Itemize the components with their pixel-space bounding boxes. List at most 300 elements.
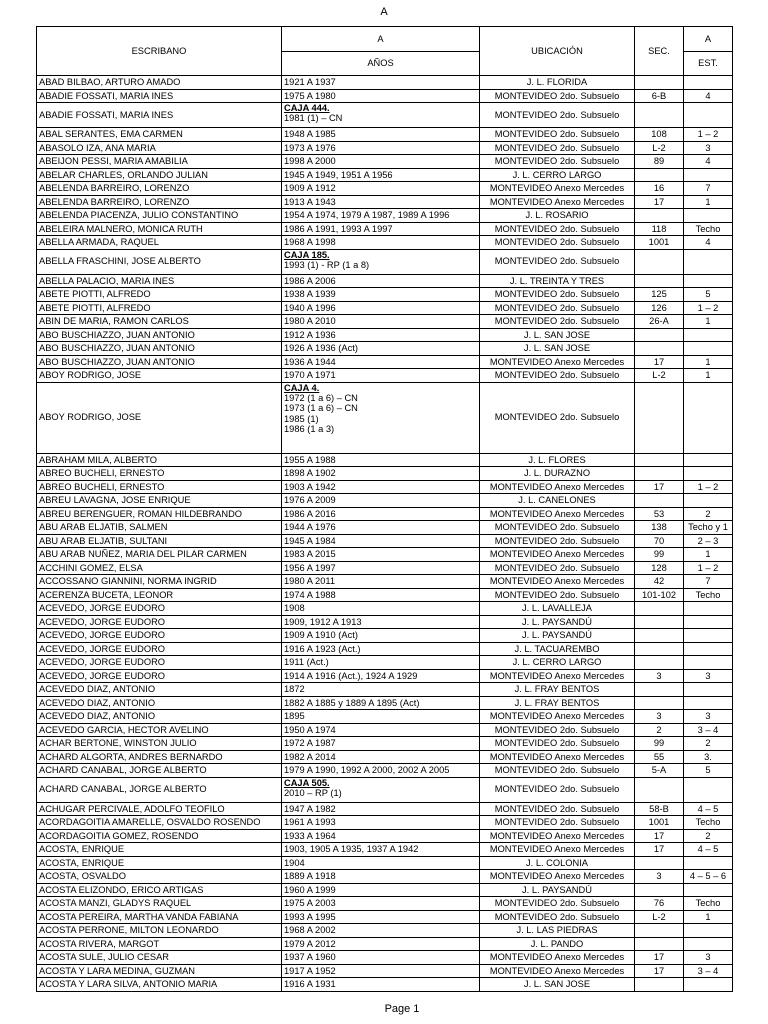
- table-row: [37, 274, 733, 288]
- header-sec: SEC.: [635, 27, 684, 76]
- est-cell: [684, 924, 733, 938]
- ubicacion-cell: MONTEVIDEO Anexo Mercedes: [480, 669, 635, 683]
- ubicacion-cell: J. L. TACUAREMBO: [480, 642, 635, 656]
- anios-line: 1921 A 1937: [284, 77, 336, 87]
- table-row: [37, 155, 733, 169]
- anios-cell: [282, 128, 480, 142]
- anios-line: 1938 A 1939: [284, 289, 336, 299]
- est-cell: Techo: [684, 897, 733, 911]
- ubicacion-cell: MONTEVIDEO 2do. Subsuelo: [480, 315, 635, 329]
- table-row: [37, 328, 733, 342]
- table-row: [37, 978, 733, 992]
- header-row-letters: [37, 27, 733, 52]
- ubicacion-cell: J. L. PANDO: [480, 937, 635, 951]
- anios-line: 1960 A 1999: [284, 884, 336, 895]
- escribano-cell: ACOSTA Y LARA SILVA, ANTONIO MARIA: [37, 978, 282, 992]
- ubicacion-cell: MONTEVIDEO 2do. Subsuelo: [480, 588, 635, 602]
- escribano-cell: ACEVEDO, JORGE EUDORO: [37, 615, 282, 629]
- anios-line: 1882 A 1885 y 1889 A 1895 (Act): [284, 697, 420, 708]
- sec-cell: 70: [635, 534, 684, 548]
- est-cell: [684, 453, 733, 467]
- ubicacion-cell: MONTEVIDEO Anexo Mercedes: [480, 575, 635, 589]
- sec-cell: 26-A: [635, 315, 684, 329]
- ubicacion-cell: MONTEVIDEO Anexo Mercedes: [480, 710, 635, 724]
- anios-line: 1937 A 1960: [284, 952, 336, 962]
- ubicacion-cell: MONTEVIDEO 2do. Subsuelo: [480, 369, 635, 383]
- table-row: [37, 750, 733, 764]
- sec-cell: 76: [635, 897, 684, 911]
- escribano-cell: ABAD BILBAO, ARTURO AMADO: [37, 76, 282, 90]
- ubicacion-cell: MONTEVIDEO Anexo Mercedes: [480, 195, 635, 209]
- table-row: [37, 575, 733, 589]
- est-cell: [684, 342, 733, 356]
- anios-cell: [282, 76, 480, 90]
- est-cell: [684, 209, 733, 223]
- table-row: [37, 494, 733, 508]
- table-row: [37, 696, 733, 710]
- anios-line: 1961 A 1993: [284, 817, 336, 827]
- table-row: [37, 534, 733, 548]
- est-cell: Techo: [684, 222, 733, 236]
- anios-line: 1976 A 2009: [284, 495, 336, 505]
- anios-cell: [282, 168, 480, 182]
- escribano-cell: ABELENDA BARREIRO, LORENZO: [37, 195, 282, 209]
- anios-line: 1974 A 1988: [284, 589, 336, 600]
- table-row: [37, 141, 733, 155]
- sec-cell: [635, 629, 684, 643]
- est-cell: [684, 328, 733, 342]
- table-row: [37, 629, 733, 643]
- ubicacion-cell: MONTEVIDEO 2do. Subsuelo: [480, 249, 635, 274]
- table-row: [37, 723, 733, 737]
- sec-cell: [635, 382, 684, 453]
- escribano-cell: ABO BUSCHIAZZO, JUAN ANTONIO: [37, 342, 282, 356]
- table-row: [37, 301, 733, 315]
- table-row: [37, 382, 733, 453]
- est-cell: 3: [684, 710, 733, 724]
- ubicacion-cell: MONTEVIDEO 2do. Subsuelo: [480, 222, 635, 236]
- table-row: [37, 910, 733, 924]
- anios-line: 1948 A 1985: [284, 129, 336, 139]
- table-row: [37, 843, 733, 857]
- anios-cell: [282, 723, 480, 737]
- anios-cell: [282, 802, 480, 816]
- ubicacion-cell: MONTEVIDEO Anexo Mercedes: [480, 182, 635, 196]
- anios-cell: [282, 103, 480, 128]
- table-row: [37, 737, 733, 751]
- escribano-cell: ACOSTA PERRONE, MILTON LEONARDO: [37, 924, 282, 938]
- anios-cell: [282, 951, 480, 965]
- est-cell: 1: [684, 195, 733, 209]
- anios-cell: [282, 629, 480, 643]
- anios-line: 1916 A 1931: [284, 979, 336, 989]
- est-cell: 3.: [684, 750, 733, 764]
- escribano-cell: ACOSTA Y LARA MEDINA, GUZMAN: [37, 964, 282, 978]
- est-cell: [684, 883, 733, 897]
- escribano-cell: ACHARD CANABAL, JORGE ALBERTO: [37, 764, 282, 778]
- est-cell: 3: [684, 141, 733, 155]
- ubicacion-cell: MONTEVIDEO 2do. Subsuelo: [480, 897, 635, 911]
- sec-cell: 1001: [635, 816, 684, 830]
- est-cell: [684, 168, 733, 182]
- est-cell: 2: [684, 737, 733, 751]
- anios-line: 1980 A 2010: [284, 316, 336, 326]
- anios-line: 2010 – RP (1): [284, 787, 342, 798]
- anios-cell: [282, 669, 480, 683]
- est-cell: 2 – 3: [684, 534, 733, 548]
- ubicacion-cell: J. L. FLORIDA: [480, 76, 635, 90]
- anios-cell: [282, 494, 480, 508]
- anios-line: 1933 A 1964: [284, 830, 336, 841]
- ubicacion-cell: MONTEVIDEO Anexo Mercedes: [480, 870, 635, 884]
- anios-cell: [282, 856, 480, 870]
- sec-cell: [635, 656, 684, 670]
- page-letter: A: [380, 6, 388, 18]
- ubicacion-cell: J. L. FRAY BENTOS: [480, 683, 635, 697]
- est-cell: Techo: [684, 588, 733, 602]
- table-row: [37, 777, 733, 802]
- est-cell: 1 – 2: [684, 561, 733, 575]
- sec-cell: 89: [635, 155, 684, 169]
- escribano-cell: ABREU BERENGUER, ROMAN HILDEBRANDO: [37, 507, 282, 521]
- ubicacion-cell: MONTEVIDEO 2do. Subsuelo: [480, 301, 635, 315]
- ubicacion-cell: MONTEVIDEO 2do. Subsuelo: [480, 534, 635, 548]
- est-cell: 4 – 5: [684, 802, 733, 816]
- sec-cell: [635, 642, 684, 656]
- sec-cell: [635, 467, 684, 481]
- escribano-cell: ABEIJON PESSI, MARIA AMABILIA: [37, 155, 282, 169]
- anios-cell: [282, 453, 480, 467]
- anios-line: 1968 A 1998: [284, 237, 336, 247]
- table-row: [37, 924, 733, 938]
- table-row: [37, 315, 733, 329]
- sec-cell: [635, 103, 684, 128]
- anios-cell: [282, 209, 480, 223]
- header-est: EST.: [684, 51, 733, 76]
- escribano-cell: ACHARD CANABAL, JORGE ALBERTO: [37, 777, 282, 802]
- sec-cell: 118: [635, 222, 684, 236]
- anios-cell: [282, 548, 480, 562]
- anios-cell: [282, 236, 480, 250]
- escribano-cell: ACEVEDO, JORGE EUDORO: [37, 629, 282, 643]
- est-cell: [684, 274, 733, 288]
- table-row: [37, 369, 733, 383]
- anios-line: 1912 A 1936: [284, 329, 336, 340]
- escribano-cell: ABETE PIOTTI, ALFREDO: [37, 301, 282, 315]
- table-row: [37, 683, 733, 697]
- anios-line: 1908: [284, 603, 305, 613]
- anios-line: 1986 A 1991, 1993 A 1997: [284, 223, 393, 234]
- escribano-cell: ABELLA ARMADA, RAQUEL: [37, 236, 282, 250]
- sec-cell: 17: [635, 843, 684, 857]
- est-cell: 4: [684, 236, 733, 250]
- anios-line: 1972 (1 a 6) – CN: [284, 392, 358, 403]
- table-row: [37, 236, 733, 250]
- ubicacion-cell: MONTEVIDEO 2do. Subsuelo: [480, 910, 635, 924]
- est-cell: 4 – 5 – 6: [684, 870, 733, 884]
- anios-cell: [282, 924, 480, 938]
- anios-cell: [282, 575, 480, 589]
- sec-cell: 17: [635, 195, 684, 209]
- escribano-cell: ACOSTA, ENRIQUE: [37, 856, 282, 870]
- escribano-cell: ACOSTA PEREIRA, MARTHA VANDA FABIANA: [37, 910, 282, 924]
- caja-label: CAJA 505.: [284, 777, 330, 788]
- anios-cell: [282, 301, 480, 315]
- est-cell: [684, 249, 733, 274]
- table-row: [37, 870, 733, 884]
- sec-cell: [635, 342, 684, 356]
- table-row: [37, 342, 733, 356]
- table-row: [37, 561, 733, 575]
- table-row: [37, 209, 733, 223]
- sec-cell: 99: [635, 737, 684, 751]
- caja-label: CAJA 4.: [284, 382, 320, 393]
- anios-cell: [282, 467, 480, 481]
- anios-line: 1973 (1 a 6) – CN: [284, 403, 358, 413]
- table-row: [37, 103, 733, 128]
- sec-cell: [635, 696, 684, 710]
- sec-cell: 3: [635, 710, 684, 724]
- sec-cell: 1001: [635, 236, 684, 250]
- caja-label: CAJA 444.: [284, 103, 330, 113]
- anios-cell: [282, 602, 480, 616]
- anios-cell: [282, 342, 480, 356]
- table-row: [37, 588, 733, 602]
- table-row: [37, 467, 733, 481]
- table-row: [37, 249, 733, 274]
- sec-cell: 101-102: [635, 588, 684, 602]
- anios-cell: [282, 737, 480, 751]
- anios-cell: [282, 750, 480, 764]
- escribano-cell: ABU ARAB NUÑEZ, MARIA DEL PILAR CARMEN: [37, 548, 282, 562]
- anios-cell: [282, 897, 480, 911]
- table-row: [37, 710, 733, 724]
- est-cell: 4: [684, 89, 733, 103]
- anios-cell: [282, 937, 480, 951]
- escribano-cell: ABO BUSCHIAZZO, JUAN ANTONIO: [37, 328, 282, 342]
- anios-line: 1983 A 2015: [284, 549, 336, 559]
- table-row: [37, 937, 733, 951]
- escribano-cell: ABREO BUCHELI, ERNESTO: [37, 467, 282, 481]
- ubicacion-cell: MONTEVIDEO Anexo Mercedes: [480, 480, 635, 494]
- escribano-cell: ACCOSSANO GIANNINI, NORMA INGRID: [37, 575, 282, 589]
- anios-line: 1904: [284, 857, 305, 868]
- table-row: [37, 883, 733, 897]
- escribano-cell: ACHARD ALGORTA, ANDRES BERNARDO: [37, 750, 282, 764]
- table-row: [37, 656, 733, 670]
- escribano-cell: ABU ARAB ELJATIB, SALMEN: [37, 521, 282, 535]
- ubicacion-cell: J. L. COLONIA: [480, 856, 635, 870]
- ubicacion-cell: MONTEVIDEO 2do. Subsuelo: [480, 141, 635, 155]
- escribano-cell: ACEVEDO DIAZ, ANTONIO: [37, 696, 282, 710]
- sec-cell: L-2: [635, 910, 684, 924]
- ubicacion-cell: MONTEVIDEO Anexo Mercedes: [480, 355, 635, 369]
- anios-line: 1975 A 2003: [284, 898, 336, 908]
- anios-line: 1909, 1912 A 1913: [284, 616, 362, 627]
- table-row: [37, 964, 733, 978]
- anios-cell: [282, 561, 480, 575]
- est-cell: 3 – 4: [684, 723, 733, 737]
- sec-cell: [635, 937, 684, 951]
- escribano-cell: ACORDAGOITIA AMARELLE, OSVALDO ROSENDO: [37, 816, 282, 830]
- est-cell: 1 – 2: [684, 128, 733, 142]
- escribano-cell: ACEVEDO GARCIA, HECTOR AVELINO: [37, 723, 282, 737]
- est-cell: 1: [684, 315, 733, 329]
- anios-line: 1968 A 2002: [284, 925, 336, 935]
- sec-cell: 138: [635, 521, 684, 535]
- sec-cell: L-2: [635, 369, 684, 383]
- table-row: [37, 195, 733, 209]
- table-row: [37, 168, 733, 182]
- anios-line: 1986 A 2016: [284, 508, 336, 519]
- table-row: [37, 802, 733, 816]
- anios-line: 1993 (1) - RP (1 a 8): [284, 259, 370, 270]
- sec-cell: 5-A: [635, 764, 684, 778]
- anios-cell: [282, 764, 480, 778]
- sec-cell: 17: [635, 951, 684, 965]
- anios-line: 1981 (1) – CN: [284, 113, 343, 123]
- escribano-cell: ABETE PIOTTI, ALFREDO: [37, 288, 282, 302]
- header-anios-letter: A: [282, 27, 480, 52]
- ubicacion-cell: MONTEVIDEO 2do. Subsuelo: [480, 89, 635, 103]
- sec-cell: 108: [635, 128, 684, 142]
- ubicacion-cell: J. L. CERRO LARGO: [480, 656, 635, 670]
- table-body: [37, 76, 733, 992]
- caja-label: CAJA 185.: [284, 249, 330, 260]
- anios-cell: [282, 829, 480, 843]
- est-cell: 7: [684, 182, 733, 196]
- sec-cell: L-2: [635, 141, 684, 155]
- est-cell: 3: [684, 951, 733, 965]
- header-anios: AÑOS: [282, 51, 480, 76]
- anios-line: 1889 A 1918: [284, 871, 336, 881]
- escribano-cell: ABASOLO IZA, ANA MARIA: [37, 141, 282, 155]
- ubicacion-cell: MONTEVIDEO 2do. Subsuelo: [480, 103, 635, 128]
- anios-cell: [282, 710, 480, 724]
- escribano-cell: ACOSTA, ENRIQUE: [37, 843, 282, 857]
- ubicacion-cell: MONTEVIDEO 2do. Subsuelo: [480, 382, 635, 453]
- ubicacion-cell: MONTEVIDEO Anexo Mercedes: [480, 829, 635, 843]
- table-row: [37, 288, 733, 302]
- sec-cell: [635, 453, 684, 467]
- ubicacion-cell: MONTEVIDEO Anexo Mercedes: [480, 951, 635, 965]
- sec-cell: [635, 209, 684, 223]
- anios-line: 1909 A 1912: [284, 183, 336, 193]
- escribano-cell: ABELLA FRASCHINI, JOSE ALBERTO: [37, 249, 282, 274]
- sec-cell: [635, 856, 684, 870]
- sec-cell: [635, 76, 684, 90]
- sec-cell: [635, 777, 684, 802]
- header-ubicacion: UBICACIÓN: [480, 27, 635, 76]
- ubicacion-cell: MONTEVIDEO 2do. Subsuelo: [480, 155, 635, 169]
- ubicacion-cell: MONTEVIDEO 2do. Subsuelo: [480, 236, 635, 250]
- anios-line: 1917 A 1952: [284, 965, 336, 976]
- anios-line: 1993 A 1995: [284, 911, 336, 922]
- anios-line: 1986 A 2006: [284, 275, 336, 286]
- anios-line: 1872: [284, 684, 305, 694]
- escribano-cell: ACHAR BERTONE, WINSTON JULIO: [37, 737, 282, 751]
- anios-line: 1940 A 1996: [284, 302, 336, 313]
- est-cell: [684, 382, 733, 453]
- table-row: [37, 480, 733, 494]
- ubicacion-cell: MONTEVIDEO 2do. Subsuelo: [480, 764, 635, 778]
- anios-cell: [282, 222, 480, 236]
- est-cell: 1: [684, 355, 733, 369]
- ubicacion-cell: MONTEVIDEO 2do. Subsuelo: [480, 128, 635, 142]
- anios-line: 1979 A 1990, 1992 A 2000, 2002 A 2005: [284, 765, 450, 775]
- sec-cell: [635, 602, 684, 616]
- ubicacion-cell: J. L. SAN JOSE: [480, 328, 635, 342]
- sec-cell: 17: [635, 964, 684, 978]
- ubicacion-cell: J. L. ROSARIO: [480, 209, 635, 223]
- ubicacion-cell: J. L. FLORES: [480, 453, 635, 467]
- sec-cell: [635, 924, 684, 938]
- est-cell: 2: [684, 829, 733, 843]
- table-row: [37, 89, 733, 103]
- table-row: [37, 182, 733, 196]
- sec-cell: [635, 683, 684, 697]
- ubicacion-cell: MONTEVIDEO 2do. Subsuelo: [480, 777, 635, 802]
- anios-line: 1980 A 2011: [284, 576, 336, 586]
- escribano-cell: ABADIE FOSSATI, MARIA INES: [37, 89, 282, 103]
- sec-cell: 3: [635, 870, 684, 884]
- anios-cell: [282, 315, 480, 329]
- est-cell: [684, 629, 733, 643]
- table-row: [37, 222, 733, 236]
- anios-line: 1945 A 1949, 1951 A 1956: [284, 169, 393, 180]
- escribano-cell: ACOSTA RIVERA, MARGOT: [37, 937, 282, 951]
- escribano-cell: ACEVEDO DIAZ, ANTONIO: [37, 683, 282, 697]
- sec-cell: [635, 328, 684, 342]
- anios-line: 1947 A 1982: [284, 803, 336, 814]
- ubicacion-cell: MONTEVIDEO Anexo Mercedes: [480, 843, 635, 857]
- sec-cell: 2: [635, 723, 684, 737]
- table-row: [37, 355, 733, 369]
- anios-line: 1909 A 1910 (Act): [284, 630, 358, 640]
- ubicacion-cell: MONTEVIDEO Anexo Mercedes: [480, 548, 635, 562]
- anios-line: 1954 A 1974, 1979 A 1987, 1989 A 1996: [284, 210, 450, 220]
- anios-line: 1916 A 1923 (Act.): [284, 643, 361, 654]
- header-escribano: ESCRIBANO: [37, 27, 282, 76]
- anios-line: 1972 A 1987: [284, 738, 336, 748]
- est-cell: [684, 696, 733, 710]
- escribano-cell: ABELAR CHARLES, ORLANDO JULIAN: [37, 168, 282, 182]
- ubicacion-cell: J. L. FRAY BENTOS: [480, 696, 635, 710]
- ubicacion-cell: MONTEVIDEO 2do. Subsuelo: [480, 288, 635, 302]
- est-cell: 1: [684, 910, 733, 924]
- ubicacion-cell: MONTEVIDEO 2do. Subsuelo: [480, 521, 635, 535]
- ubicacion-cell: MONTEVIDEO 2do. Subsuelo: [480, 561, 635, 575]
- anios-line: 1970 A 1971: [284, 370, 336, 380]
- ubicacion-cell: J. L. SAN JOSE: [480, 978, 635, 992]
- table-row: [37, 897, 733, 911]
- sec-cell: 58-B: [635, 802, 684, 816]
- ubicacion-cell: J. L. PAYSANDÚ: [480, 629, 635, 643]
- anios-cell: [282, 355, 480, 369]
- escribano-cell: ABAL SERANTES, EMA CARMEN: [37, 128, 282, 142]
- table-row: [37, 856, 733, 870]
- est-cell: [684, 777, 733, 802]
- anios-cell: [282, 182, 480, 196]
- escribano-cell: ABELENDA PIACENZA, JULIO CONSTANTINO: [37, 209, 282, 223]
- ubicacion-cell: MONTEVIDEO Anexo Mercedes: [480, 507, 635, 521]
- anios-line: 1911 (Act.): [284, 657, 329, 667]
- est-cell: [684, 494, 733, 508]
- est-cell: [684, 937, 733, 951]
- table-row: [37, 951, 733, 965]
- anios-cell: [282, 656, 480, 670]
- escribano-cell: ABELENDA BARREIRO, LORENZO: [37, 182, 282, 196]
